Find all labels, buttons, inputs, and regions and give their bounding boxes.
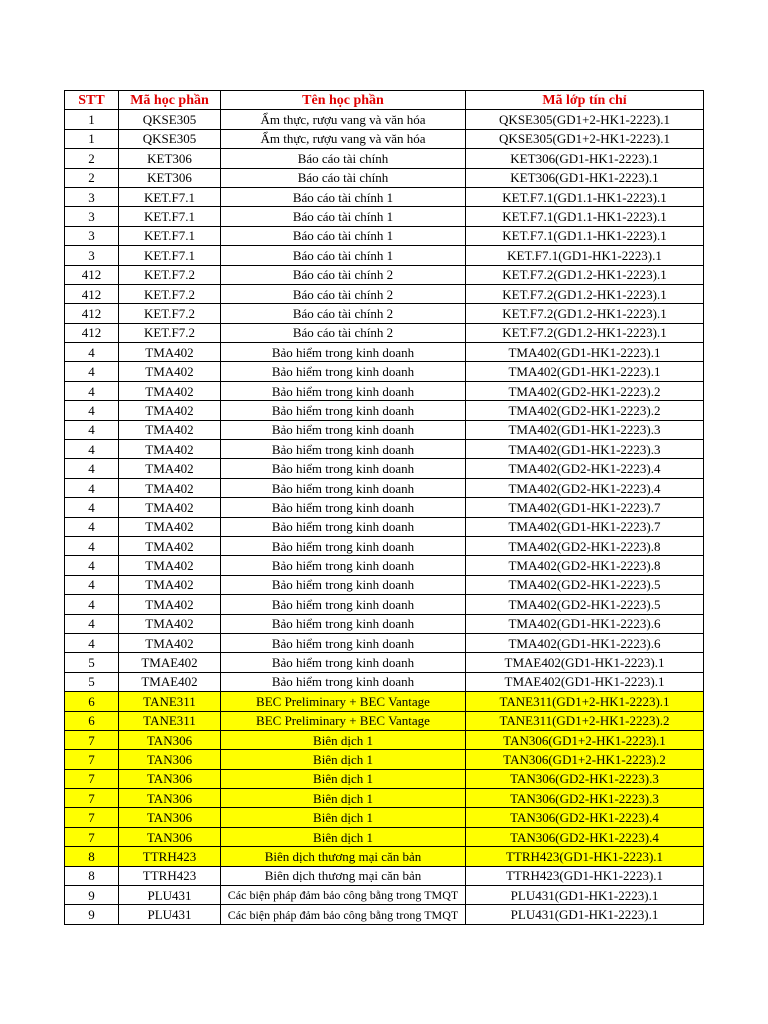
table-row — [65, 343, 704, 362]
cell-class-code[interactable]: TMA402(GD2-HK1-2223).8 — [466, 536, 704, 555]
cell-course-code[interactable]: TMA402 — [119, 401, 221, 420]
cell-stt[interactable]: 4 — [65, 420, 119, 439]
cell-class-code[interactable]: TMA402(GD1-HK1-2223).6 — [466, 614, 704, 633]
cell-course-code[interactable]: KET.F7.1 — [119, 226, 221, 245]
cell-course-code[interactable]: TAN306 — [119, 827, 221, 846]
cell-course-name[interactable]: Biên dịch 1 — [221, 750, 466, 769]
cell-stt[interactable]: 412 — [65, 265, 119, 284]
cell-course-name[interactable]: Báo cáo tài chính — [221, 149, 466, 168]
cell-course-code[interactable]: TTRH423 — [119, 847, 221, 866]
cell-class-code[interactable]: TANE311(GD1+2-HK1-2223).2 — [466, 711, 704, 730]
table-row — [65, 905, 704, 924]
cell-stt[interactable]: 4 — [65, 478, 119, 497]
cell-stt[interactable]: 4 — [65, 595, 119, 614]
cell-stt[interactable]: 4 — [65, 614, 119, 633]
cell-class-code[interactable]: TMA402(GD1-HK1-2223).6 — [466, 633, 704, 652]
cell-stt[interactable]: 3 — [65, 246, 119, 265]
table-row — [65, 827, 704, 846]
table-row — [65, 789, 704, 808]
table-row — [65, 110, 704, 129]
cell-course-code[interactable]: KET.F7.2 — [119, 323, 221, 342]
table-row — [65, 633, 704, 652]
cell-stt[interactable]: 4 — [65, 343, 119, 362]
cell-class-code[interactable]: TMA402(GD2-HK1-2223).5 — [466, 595, 704, 614]
table-row — [65, 207, 704, 226]
header-stt: STT — [65, 91, 119, 110]
table-row — [65, 653, 704, 672]
cell-class-code[interactable]: TANE311(GD1+2-HK1-2223).1 — [466, 692, 704, 711]
table-row — [65, 323, 704, 342]
cell-class-code[interactable]: TMA402(GD2-HK1-2223).2 — [466, 381, 704, 400]
cell-course-name[interactable]: Báo cáo tài chính 2 — [221, 323, 466, 342]
cell-class-code[interactable]: QKSE305(GD1+2-HK1-2223).1 — [466, 129, 704, 148]
cell-stt[interactable]: 7 — [65, 750, 119, 769]
cell-stt[interactable]: 3 — [65, 207, 119, 226]
cell-course-code[interactable]: TMAE402 — [119, 653, 221, 672]
cell-course-name[interactable]: Bảo hiểm trong kinh doanh — [221, 556, 466, 575]
cell-course-name[interactable]: Bảo hiểm trong kinh doanh — [221, 575, 466, 594]
cell-stt[interactable]: 8 — [65, 847, 119, 866]
cell-course-code[interactable]: TAN306 — [119, 789, 221, 808]
cell-course-code[interactable]: TANE311 — [119, 692, 221, 711]
cell-class-code[interactable]: PLU431(GD1-HK1-2223).1 — [466, 905, 704, 924]
cell-course-name[interactable]: Bảo hiểm trong kinh doanh — [221, 478, 466, 497]
table-row — [65, 517, 704, 536]
table-body — [65, 110, 704, 924]
cell-course-name[interactable]: Bảo hiểm trong kinh doanh — [221, 614, 466, 633]
table-row — [65, 575, 704, 594]
cell-course-code[interactable]: KET.F7.2 — [119, 284, 221, 303]
cell-stt[interactable]: 4 — [65, 556, 119, 575]
table-row — [65, 381, 704, 400]
cell-course-name[interactable]: Bảo hiểm trong kinh doanh — [221, 420, 466, 439]
header-class-code: Mã lớp tín chỉ — [466, 91, 704, 110]
cell-course-name[interactable]: Biên dịch thương mại căn bản — [221, 866, 466, 885]
cell-stt[interactable]: 7 — [65, 808, 119, 827]
cell-class-code[interactable]: KET.F7.2(GD1.2-HK1-2223).1 — [466, 323, 704, 342]
cell-stt[interactable]: 5 — [65, 653, 119, 672]
table-row — [65, 556, 704, 575]
table-row — [65, 284, 704, 303]
cell-course-code[interactable]: TAN306 — [119, 750, 221, 769]
cell-stt[interactable]: 9 — [65, 905, 119, 924]
cell-course-name[interactable]: Báo cáo tài chính 1 — [221, 187, 466, 206]
cell-course-name[interactable]: Báo cáo tài chính 1 — [221, 207, 466, 226]
table-row — [65, 187, 704, 206]
cell-class-code[interactable]: KET.F7.1(GD1-HK1-2223).1 — [466, 246, 704, 265]
cell-course-code[interactable]: KET306 — [119, 149, 221, 168]
cell-stt[interactable]: 7 — [65, 827, 119, 846]
cell-course-code[interactable]: TAN306 — [119, 808, 221, 827]
cell-course-name[interactable]: Bảo hiểm trong kinh doanh — [221, 536, 466, 555]
cell-course-name[interactable]: Báo cáo tài chính 2 — [221, 284, 466, 303]
cell-class-code[interactable]: TTRH423(GD1-HK1-2223).1 — [466, 847, 704, 866]
cell-course-code[interactable]: TMA402 — [119, 362, 221, 381]
cell-course-code[interactable]: TANE311 — [119, 711, 221, 730]
cell-course-name[interactable]: Báo cáo tài chính — [221, 168, 466, 187]
table-row — [65, 265, 704, 284]
cell-course-name[interactable]: Bảo hiểm trong kinh doanh — [221, 653, 466, 672]
cell-course-code[interactable]: QKSE305 — [119, 110, 221, 129]
cell-class-code[interactable]: TMA402(GD2-HK1-2223).8 — [466, 556, 704, 575]
cell-class-code[interactable]: TAN306(GD2-HK1-2223).4 — [466, 827, 704, 846]
table-row — [65, 672, 704, 691]
cell-course-code[interactable]: TMA402 — [119, 343, 221, 362]
cell-class-code[interactable]: TMA402(GD2-HK1-2223).4 — [466, 459, 704, 478]
cell-course-code[interactable]: KET.F7.1 — [119, 207, 221, 226]
table-row — [65, 149, 704, 168]
table-row — [65, 595, 704, 614]
cell-stt[interactable]: 1 — [65, 110, 119, 129]
cell-course-code[interactable]: TMA402 — [119, 381, 221, 400]
cell-stt[interactable]: 4 — [65, 536, 119, 555]
cell-stt[interactable]: 4 — [65, 517, 119, 536]
cell-course-code[interactable]: TMA402 — [119, 614, 221, 633]
cell-course-code[interactable]: TMA402 — [119, 595, 221, 614]
cell-stt[interactable]: 6 — [65, 711, 119, 730]
table-row — [65, 478, 704, 497]
header-course-code: Mã học phần — [119, 91, 221, 110]
cell-course-code[interactable]: TMA402 — [119, 498, 221, 517]
cell-course-name[interactable]: Biên dịch 1 — [221, 769, 466, 788]
cell-course-name[interactable]: Báo cáo tài chính 1 — [221, 226, 466, 245]
cell-stt[interactable]: 9 — [65, 886, 119, 905]
cell-class-code[interactable]: TAN306(GD2-HK1-2223).4 — [466, 808, 704, 827]
cell-course-name[interactable]: Biên dịch 1 — [221, 808, 466, 827]
cell-course-name[interactable]: Bảo hiểm trong kinh doanh — [221, 362, 466, 381]
cell-course-code[interactable]: TAN306 — [119, 730, 221, 749]
cell-course-name[interactable]: Ẩm thực, rượu vang và văn hóa — [221, 129, 466, 148]
cell-course-name[interactable]: Bảo hiểm trong kinh doanh — [221, 401, 466, 420]
table-row — [65, 536, 704, 555]
cell-stt[interactable]: 4 — [65, 401, 119, 420]
cell-stt[interactable]: 4 — [65, 459, 119, 478]
cell-class-code[interactable]: TMA402(GD1-HK1-2223).1 — [466, 362, 704, 381]
cell-course-code[interactable]: TMA402 — [119, 459, 221, 478]
cell-course-name[interactable]: Bảo hiểm trong kinh doanh — [221, 517, 466, 536]
cell-course-code[interactable]: TAN306 — [119, 769, 221, 788]
cell-stt[interactable]: 7 — [65, 730, 119, 749]
cell-stt[interactable]: 8 — [65, 866, 119, 885]
cell-course-name[interactable]: BEC Preliminary + BEC Vantage — [221, 711, 466, 730]
table-row — [65, 866, 704, 885]
cell-course-code[interactable]: TMA402 — [119, 517, 221, 536]
cell-course-code[interactable]: KET.F7.2 — [119, 304, 221, 323]
header-course-name: Tên học phần — [221, 91, 466, 110]
cell-stt[interactable]: 4 — [65, 633, 119, 652]
cell-class-code[interactable]: TMA402(GD1-HK1-2223).3 — [466, 420, 704, 439]
cell-stt[interactable]: 2 — [65, 168, 119, 187]
spreadsheet — [64, 90, 704, 925]
table-row — [65, 808, 704, 827]
cell-class-code[interactable]: KET.F7.1(GD1.1-HK1-2223).1 — [466, 187, 704, 206]
cell-course-code[interactable]: TMA402 — [119, 536, 221, 555]
cell-course-code[interactable]: KET.F7.2 — [119, 265, 221, 284]
cell-stt[interactable]: 412 — [65, 323, 119, 342]
cell-class-code[interactable]: TMA402(GD1-HK1-2223).1 — [466, 343, 704, 362]
table-row — [65, 711, 704, 730]
cell-stt[interactable]: 4 — [65, 498, 119, 517]
cell-stt[interactable]: 4 — [65, 362, 119, 381]
cell-course-name[interactable]: Báo cáo tài chính 1 — [221, 246, 466, 265]
cell-course-name[interactable]: Bảo hiểm trong kinh doanh — [221, 595, 466, 614]
table-row — [65, 886, 704, 905]
cell-course-name[interactable]: Bảo hiểm trong kinh doanh — [221, 343, 466, 362]
cell-course-name[interactable]: Bảo hiểm trong kinh doanh — [221, 440, 466, 459]
table-row — [65, 459, 704, 478]
cell-class-code[interactable]: TMAE402(GD1-HK1-2223).1 — [466, 653, 704, 672]
cell-class-code[interactable]: KET.F7.2(GD1.2-HK1-2223).1 — [466, 284, 704, 303]
cell-course-code[interactable]: TMA402 — [119, 420, 221, 439]
cell-class-code[interactable]: QKSE305(GD1+2-HK1-2223).1 — [466, 110, 704, 129]
table-row — [65, 614, 704, 633]
cell-class-code[interactable]: KET.F7.1(GD1.1-HK1-2223).1 — [466, 226, 704, 245]
table-row — [65, 129, 704, 148]
cell-stt[interactable]: 412 — [65, 284, 119, 303]
cell-course-code[interactable]: KET306 — [119, 168, 221, 187]
table-row — [65, 750, 704, 769]
cell-course-name[interactable]: Bảo hiểm trong kinh doanh — [221, 633, 466, 652]
cell-class-code[interactable]: TMA402(GD2-HK1-2223).4 — [466, 478, 704, 497]
cell-class-code[interactable]: TMA402(GD1-HK1-2223).3 — [466, 440, 704, 459]
cell-stt[interactable]: 412 — [65, 304, 119, 323]
cell-class-code[interactable]: KET306(GD1-HK1-2223).1 — [466, 149, 704, 168]
cell-class-code[interactable]: TAN306(GD2-HK1-2223).3 — [466, 789, 704, 808]
cell-course-code[interactable]: TMA402 — [119, 440, 221, 459]
cell-course-code[interactable]: KET.F7.1 — [119, 187, 221, 206]
course-table — [64, 90, 704, 925]
cell-class-code[interactable]: TAN306(GD2-HK1-2223).3 — [466, 769, 704, 788]
cell-course-name[interactable]: Bảo hiểm trong kinh doanh — [221, 459, 466, 478]
table-row — [65, 168, 704, 187]
cell-stt[interactable]: 4 — [65, 575, 119, 594]
cell-class-code[interactable]: KET.F7.1(GD1.1-HK1-2223).1 — [466, 207, 704, 226]
cell-class-code[interactable]: KET306(GD1-HK1-2223).1 — [466, 168, 704, 187]
cell-course-code[interactable]: TMA402 — [119, 633, 221, 652]
cell-course-code[interactable]: TMA402 — [119, 575, 221, 594]
cell-course-name[interactable]: Biên dịch 1 — [221, 730, 466, 749]
cell-course-code[interactable]: TTRH423 — [119, 866, 221, 885]
cell-stt[interactable]: 7 — [65, 789, 119, 808]
cell-stt[interactable]: 5 — [65, 672, 119, 691]
table-row — [65, 226, 704, 245]
cell-class-code[interactable]: TMA402(GD2-HK1-2223).5 — [466, 575, 704, 594]
cell-course-code[interactable]: TMA402 — [119, 556, 221, 575]
table-row — [65, 420, 704, 439]
cell-stt[interactable]: 3 — [65, 187, 119, 206]
cell-course-name[interactable]: Bảo hiểm trong kinh doanh — [221, 381, 466, 400]
cell-course-name[interactable]: Các biện pháp đảm bảo công bằng trong TMQT — [221, 886, 466, 905]
cell-class-code[interactable]: TMA402(GD1-HK1-2223).7 — [466, 498, 704, 517]
cell-class-code[interactable]: PLU431(GD1-HK1-2223).1 — [466, 886, 704, 905]
cell-course-code[interactable]: PLU431 — [119, 886, 221, 905]
table-row — [65, 304, 704, 323]
cell-course-code[interactable]: KET.F7.1 — [119, 246, 221, 265]
cell-course-name[interactable]: Báo cáo tài chính 2 — [221, 304, 466, 323]
cell-course-code[interactable]: TMA402 — [119, 478, 221, 497]
cell-course-code[interactable]: QKSE305 — [119, 129, 221, 148]
cell-stt[interactable]: 2 — [65, 149, 119, 168]
cell-course-name[interactable]: Biên dịch thương mại căn bản — [221, 847, 466, 866]
cell-course-name[interactable]: Các biện pháp đảm bảo công bằng trong TMQT — [221, 905, 466, 924]
cell-course-name[interactable]: Biên dịch 1 — [221, 827, 466, 846]
cell-class-code[interactable]: TMAE402(GD1-HK1-2223).1 — [466, 672, 704, 691]
table-row — [65, 847, 704, 866]
cell-class-code[interactable]: TMA402(GD2-HK1-2223).2 — [466, 401, 704, 420]
cell-class-code[interactable]: KET.F7.2(GD1.2-HK1-2223).1 — [466, 304, 704, 323]
cell-course-code[interactable]: PLU431 — [119, 905, 221, 924]
cell-course-code[interactable]: TMAE402 — [119, 672, 221, 691]
table-row — [65, 769, 704, 788]
cell-class-code[interactable]: TMA402(GD1-HK1-2223).7 — [466, 517, 704, 536]
cell-stt[interactable]: 4 — [65, 381, 119, 400]
cell-course-name[interactable]: Ẩm thực, rượu vang và văn hóa — [221, 110, 466, 129]
cell-stt[interactable]: 1 — [65, 129, 119, 148]
table-row — [65, 498, 704, 517]
cell-stt[interactable]: 3 — [65, 226, 119, 245]
cell-course-name[interactable]: BEC Preliminary + BEC Vantage — [221, 692, 466, 711]
table-row — [65, 362, 704, 381]
cell-stt[interactable]: 4 — [65, 440, 119, 459]
table-row — [65, 692, 704, 711]
cell-course-name[interactable]: Báo cáo tài chính 2 — [221, 265, 466, 284]
header-row — [65, 91, 704, 110]
cell-stt[interactable]: 6 — [65, 692, 119, 711]
table-row — [65, 246, 704, 265]
cell-course-name[interactable]: Bảo hiểm trong kinh doanh — [221, 498, 466, 517]
cell-class-code[interactable]: TAN306(GD1+2-HK1-2223).1 — [466, 730, 704, 749]
cell-course-name[interactable]: Bảo hiểm trong kinh doanh — [221, 672, 466, 691]
table-row — [65, 440, 704, 459]
cell-stt[interactable]: 7 — [65, 769, 119, 788]
cell-course-name[interactable]: Biên dịch 1 — [221, 789, 466, 808]
table-row — [65, 730, 704, 749]
cell-class-code[interactable]: TAN306(GD1+2-HK1-2223).2 — [466, 750, 704, 769]
table-row — [65, 401, 704, 420]
cell-class-code[interactable]: TTRH423(GD1-HK1-2223).1 — [466, 866, 704, 885]
cell-class-code[interactable]: KET.F7.2(GD1.2-HK1-2223).1 — [466, 265, 704, 284]
